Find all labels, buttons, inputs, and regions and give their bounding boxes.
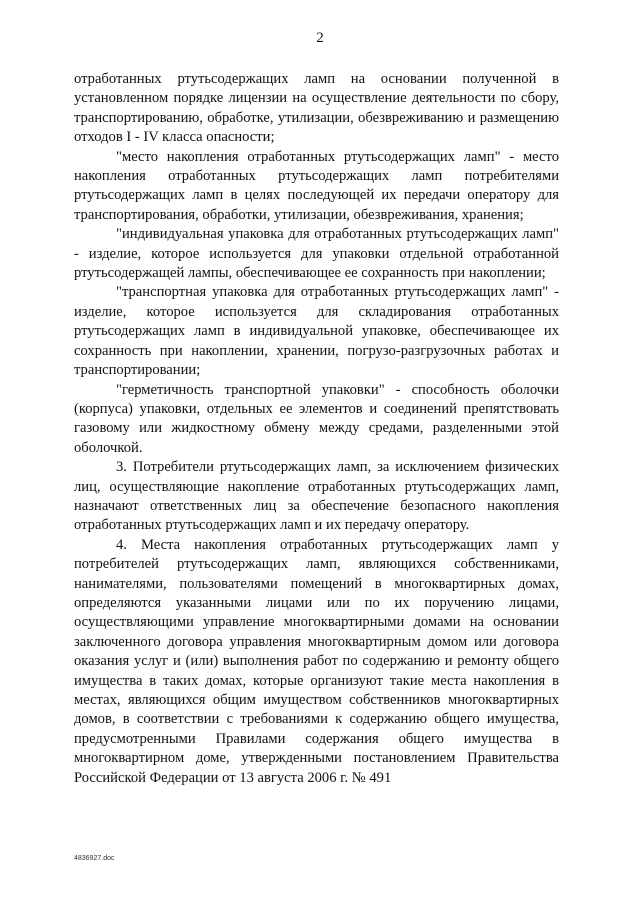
paragraph-definition-individual-packaging: "индивидуальная упаковка для отработанных ртутьсодержащих ламп" - изделие, которое используется для упаковки отдельной отработанной ртутьсодержащей лампы, обеспечивающее ее сохранность при накоплении;: [74, 226, 559, 282]
paragraph-definition-tightness: "герметичность транспортной упаковки" - способность оболочки (корпуса) упаковки, отдельных ее элементов и соединений препятствовать газовому или жидкостному обмену между средами, разделенными этой оболочкой.: [74, 381, 559, 456]
paragraph-definition-transport-packaging: "транспортная упаковка для отработанных ртутьсодержащих ламп" - изделие, которое используется для складирования отработанных ртутьсодержащих ламп в индивидуальной упаковке, обеспечивающее их сохранность при накоплении, хранении, погрузо-разгрузочных работах и транспортировании;: [74, 284, 559, 379]
paragraph-definition-storage-place: "место накопления отработанных ртутьсодержащих ламп" - место накопления отработанных ртутьсодержащих ламп потребителями ртутьсодержащих ламп в целях последующей их передачи оператору для транспортирования, обработки, утилизации, обезвреживания, хранения;: [74, 148, 559, 223]
paragraph-clause-4: 4. Места накопления отработанных ртутьсодержащих ламп у потребителей ртутьсодержащих ламп, являющихся собственниками, нанимателями, пользователями помещений в многоквартирных домах, определяются указанными лицами или по их поручению лицами, осуществляющими управление многоквартирными домами на основании заключенного договора управления многоквартирным домом или договора оказания услуг и (или) выполнения работ по содержанию и ремонту общего имущества в таких домах, которые организуют такие места накопления в местах, являющихся общим имуществом собственников многоквартирных домов, в соответствии с требованиями к содержанию общего имущества, предусмотренными Правилами содержания общего имущества в многоквартирном доме, утвержденными постановлением Правительства Российской Федерации от 13 августа 2006 г. № 491: [74, 536, 559, 786]
paragraph-continuation: отработанных ртутьсодержащих ламп на основании полученной в установленном порядке лицензии на осуществление деятельности по сбору, транспортированию, обработке, утилизации, обезвреживанию и размещению отходов I - IV класса опасности;: [74, 71, 559, 146]
document-file-code: 4836927.doc: [74, 855, 115, 862]
document-body: [74, 70, 559, 788]
paragraph-clause-3: 3. Потребители ртутьсодержащих ламп, за исключением физических лиц, осуществляющие накопление отработанных ртутьсодержащих ламп, назначают ответственных лиц за обеспечение безопасного накопления отработанных ртутьсодержащих ламп и их передачу оператору.: [74, 459, 559, 534]
page-number: 2: [316, 30, 324, 46]
